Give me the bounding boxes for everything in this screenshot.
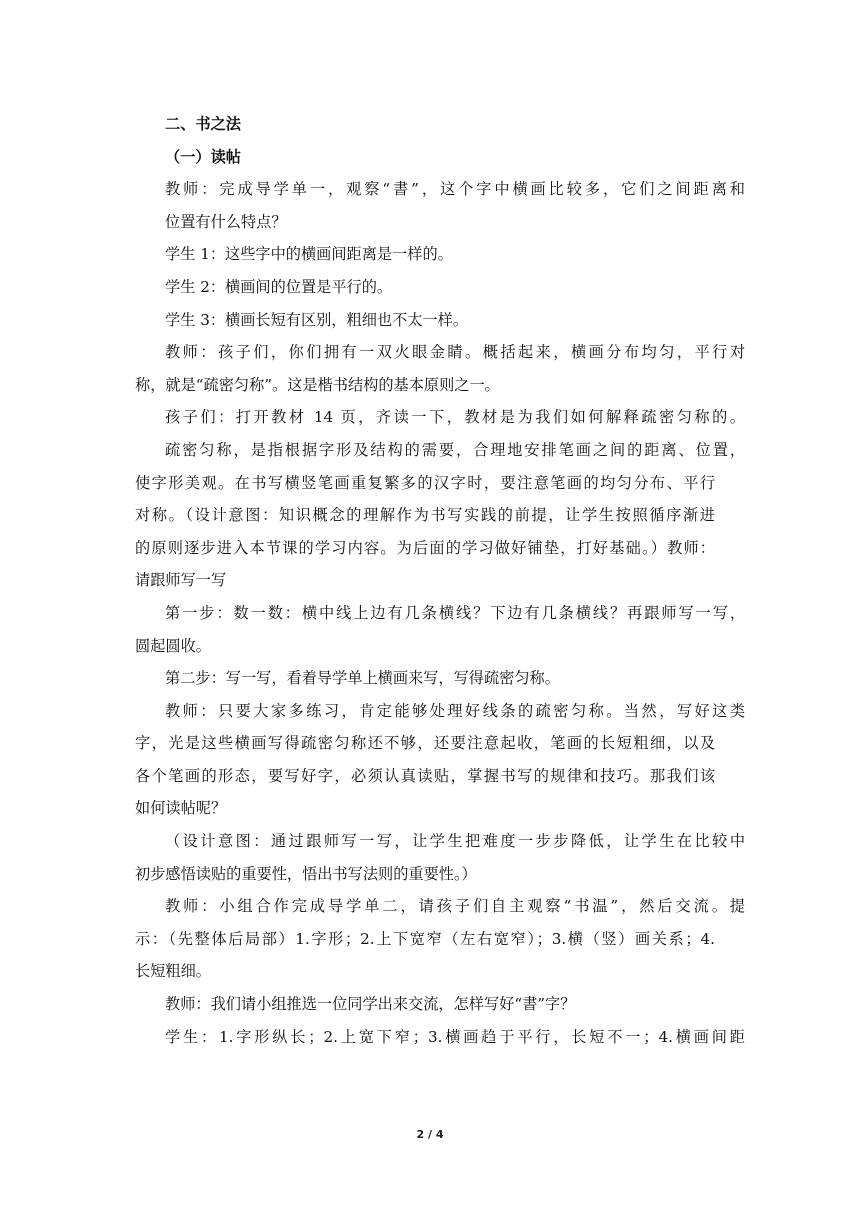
paragraph-line: 称，就是“疏密匀称”。这是楷书结构的基本原则之一。: [135, 375, 500, 394]
paragraph-line: 请跟师写一写: [135, 571, 227, 590]
page-number: 2 / 4: [416, 1128, 444, 1141]
paragraph-line: 初步感悟读贴的重要性，悟出书写法则的重要性。）: [135, 864, 477, 883]
paragraph-line: 使字形美观。在书写横竖笔画重复繁多的汉字时，要注意笔画的均匀分布、平行: [135, 473, 715, 492]
subsection-title: （一）读帖: [165, 147, 241, 166]
paragraph-line: 孩子们：打开教材 14 页，齐读一下，教材是为我们如何解释疏密匀称的。: [165, 408, 745, 427]
paragraph-line: （设计意图：通过跟师写一写，让学生把难度一步步降低，让学生在比较中: [165, 832, 745, 851]
paragraph-line: 第二步：写一写，看着导学单上横画来写，写得疏密匀称。: [165, 669, 560, 688]
paragraph-line: 各个笔画的形态，要写好字，必须认真读贴，掌握书写的规律和技巧。那我们该: [135, 766, 715, 785]
paragraph-line: 教师：小组合作完成导学单二，请孩子们自主观察“书温”，然后交流。提: [165, 897, 745, 916]
paragraph-line: 字，光是这些横画写得疏密匀称还不够，还要注意起收，笔画的长短粗细，以及: [135, 734, 715, 753]
paragraph-line: 学生 2：横画间的位置是平行的。: [165, 277, 393, 296]
document-body: [135, 108, 745, 1053]
paragraph-line: 第一步：数一数：横中线上边有几条横线？下边有几条横线？再跟师写一写，: [165, 603, 745, 622]
paragraph-line: 教师：我们请小组推选一位同学出来交流，怎样写好“書”字？: [165, 995, 576, 1014]
paragraph-line: 位置有什么特点？: [165, 212, 287, 231]
paragraph-line: 疏密匀称，是指根据字形及结构的需要，合理地安排笔画之间的距离、位置，: [165, 440, 745, 459]
paragraph-line: 学生：1.字形纵长；2.上宽下窄；3.横画趋于平行，长短不一；4.横画间距: [165, 1027, 745, 1046]
paragraph-line: 如何读帖呢？: [135, 799, 227, 818]
paragraph-line: 的原则逐步进入本节课的学习内容。为后面的学习做好铺垫，打好基础。）教师：: [135, 538, 715, 557]
paragraph-line: 示：（先整体后局部）1.字形；2.上下宽窄（左右宽窄）；3.横（竖）画关系；4.: [135, 929, 715, 948]
paragraph-line: 长短粗细。: [135, 962, 211, 981]
paragraph-line: 教师：完成导学单一，观察“書”，这个字中横画比较多，它们之间距离和: [165, 180, 745, 199]
paragraph-line: 学生 1：这些字中的横画间距离是一样的。: [165, 245, 453, 264]
section-title: 二、书之法: [165, 115, 241, 133]
paragraph-line: 圆起圆收。: [135, 636, 211, 655]
paragraph-line: 对称。（设计意图：知识概念的理解作为书写实践的前提，让学生按照循序渐进: [135, 506, 715, 525]
paragraph-line: 学生 3：横画长短有区别，粗细也不太一样。: [165, 310, 469, 329]
paragraph-line: 教师：孩子们，你们拥有一双火眼金睛。概括起来，横画分布均匀，平行对: [165, 343, 745, 362]
paragraph-line: 教师：只要大家多练习，肯定能够处理好线条的疏密匀称。当然，写好这类: [165, 701, 745, 720]
